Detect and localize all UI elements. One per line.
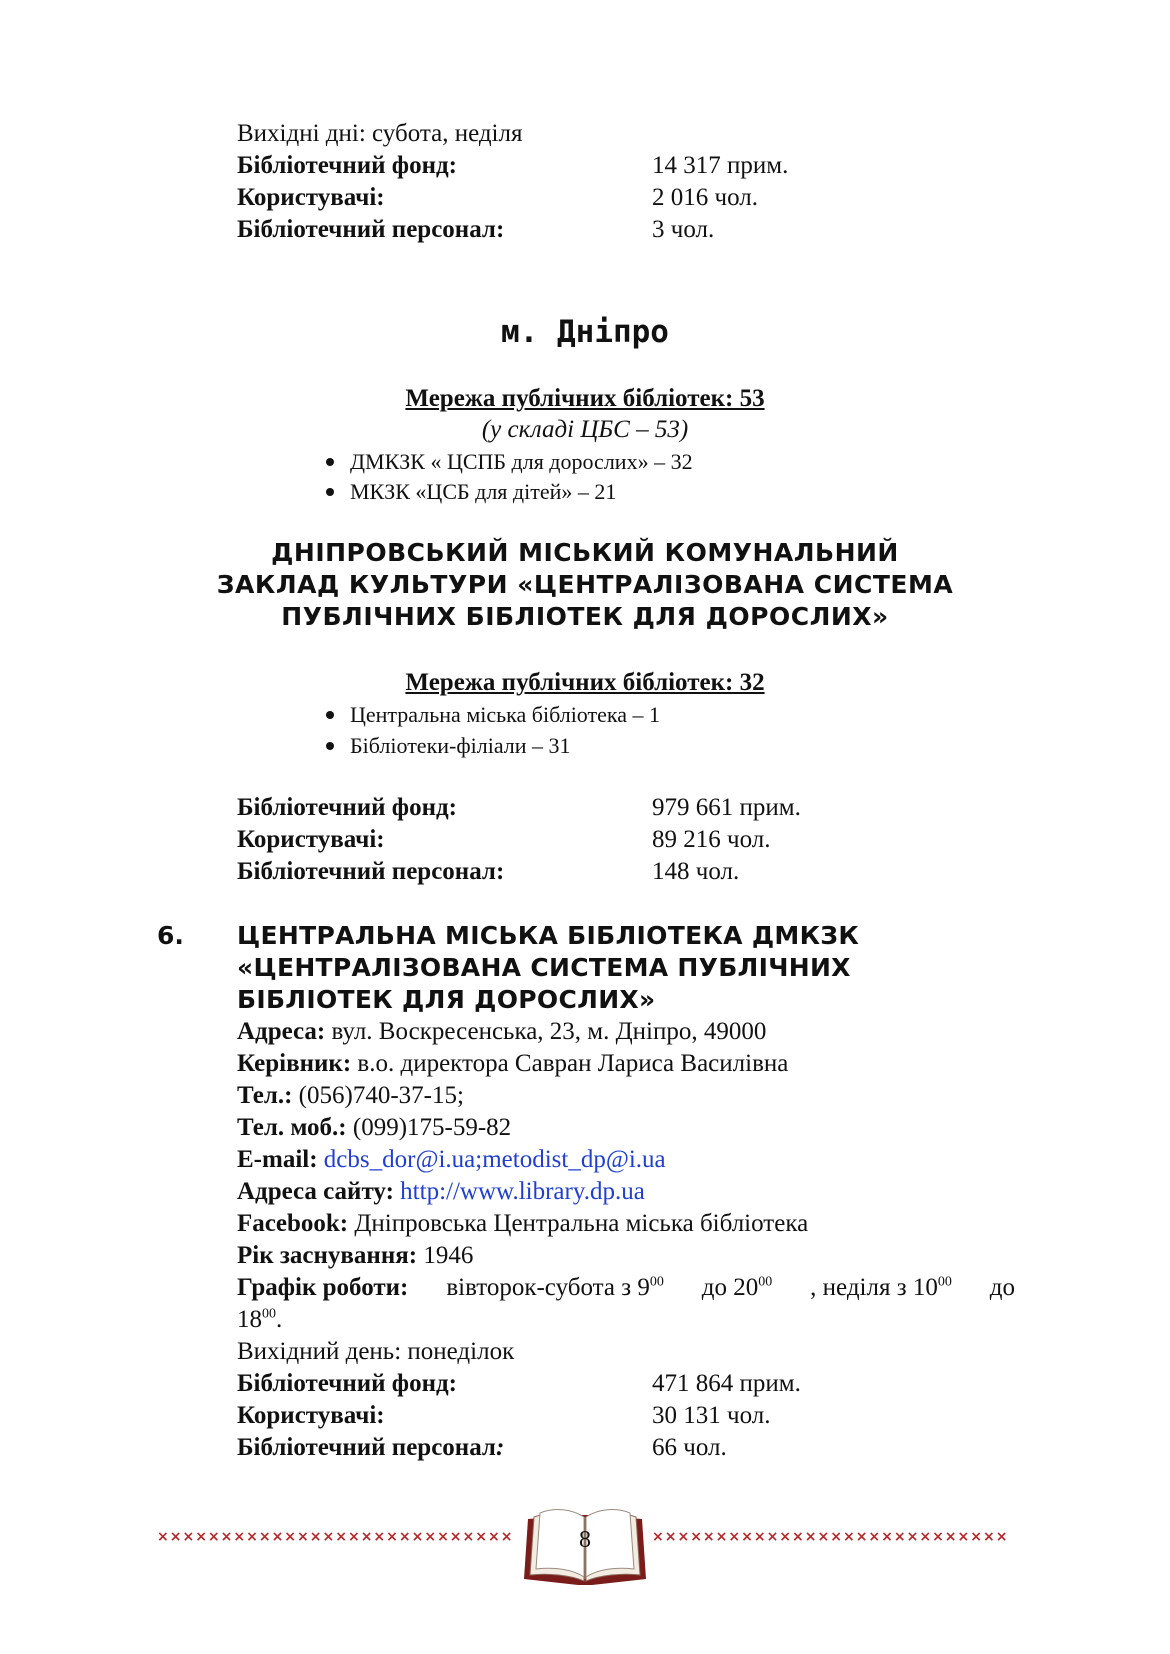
- stat-label-row: [237, 1432, 504, 1464]
- phone-value: (056)740-37-15;: [292, 1082, 464, 1109]
- schedule-row-cont: $18^{00}$.: [237, 1306, 283, 1333]
- schedule-part: до: [989, 1274, 1015, 1301]
- stat-label: Користувачі:: [237, 826, 385, 853]
- list-item: Бібліотеки-філіали – 31: [326, 731, 571, 761]
- city-network-note: (у складі ЦБС – 53): [481, 416, 689, 443]
- system-heading-line: ЗАКЛАД КУЛЬТУРИ «ЦЕНТРАЛІЗОВАНА СИСТЕМА: [216, 570, 954, 599]
- head-value: в.о. директора Савран Лариса Василівна: [351, 1050, 789, 1077]
- system-heading-line: ПУБЛІЧНИХ БІБЛІОТЕК ДЛЯ ДОРОСЛИХ»: [281, 602, 889, 631]
- schedule-label: Графік роботи:: [237, 1274, 409, 1301]
- stat-value: 3 чол.: [652, 216, 715, 243]
- email-label: E-mail:: [237, 1146, 318, 1173]
- stat-value: 471 864 прим.: [652, 1370, 801, 1397]
- stat-label: Користувачі:: [237, 184, 385, 211]
- email-link[interactable]: dcbs_dor@i.ua;metodist_dp@i.ua: [323, 1146, 666, 1173]
- day-off-text: Вихідний день: понеділок: [237, 1338, 515, 1365]
- list-item: ДМКЗК « ЦСПБ для дорослих» – 32: [326, 447, 693, 477]
- mobile-row: [237, 1112, 511, 1144]
- phone-row: [237, 1080, 464, 1112]
- founded-value: 1946: [417, 1242, 474, 1269]
- days-off-text: Вихідні дні: субота, неділя: [237, 120, 523, 147]
- founded-row: [237, 1240, 473, 1272]
- stat-label: Бібліотечний фонд:: [237, 794, 457, 821]
- stat-value: 979 661 прим.: [652, 794, 801, 821]
- city-network-title: Мережа публічних бібліотек: 53: [405, 385, 765, 412]
- stat-value: 89 216 чол.: [652, 826, 771, 853]
- site-link[interactable]: http://www.library.dp.ua: [400, 1178, 645, 1205]
- system-heading-line: ДНІПРОВСЬКИЙ МІСЬКИЙ КОМУНАЛЬНИЙ: [271, 538, 899, 567]
- page-number: 8: [579, 1527, 591, 1553]
- bullet-icon: [326, 488, 334, 496]
- bullet-icon: [326, 711, 334, 719]
- bullet-icon: [326, 458, 334, 466]
- stat-label: Бібліотечний персонал:: [237, 858, 505, 885]
- address-value: вул. Воскресенська, 23, м. Дніпро, 49000: [325, 1018, 767, 1045]
- address-row: [237, 1016, 766, 1048]
- site-label: Адреса сайту:: [237, 1178, 394, 1205]
- facebook-label: Facebook:: [237, 1210, 349, 1237]
- stat-label: Користувачі:: [237, 1402, 385, 1429]
- library-heading-line: «ЦЕНТРАЛІЗОВАНА СИСТЕМА ПУБЛІЧНИХ: [237, 953, 851, 982]
- stat-label-suffix: :: [495, 1434, 505, 1461]
- stat-label: Бібліотечний фонд:: [237, 152, 457, 179]
- site-row: [237, 1176, 645, 1208]
- library-heading-line: БІБЛІОТЕК ДЛЯ ДОРОСЛИХ»: [237, 985, 656, 1014]
- bullet-icon: [326, 742, 334, 750]
- phone-label: Тел.:: [237, 1082, 293, 1109]
- stat-value: 148 чол.: [652, 858, 740, 885]
- schedule-part: , неділя з $10^{00}$: [810, 1274, 952, 1301]
- library-heading-line: ЦЕНТРАЛЬНА МІСЬКА БІБЛІОТЕКА ДМКЗК: [237, 921, 860, 950]
- footer-decor-right: ××××××××××××××××××××××××××××: [652, 1529, 1009, 1545]
- system-network-wrap: [0, 667, 1170, 699]
- schedule-row: [237, 1272, 1015, 1304]
- head-label: Керівник:: [237, 1050, 352, 1077]
- city-network-wrap: [0, 383, 1170, 415]
- founded-label: Рік заснування:: [237, 1242, 418, 1269]
- stat-value: 66 чол.: [652, 1434, 727, 1461]
- address-label: Адреса:: [237, 1018, 326, 1045]
- city-title: м. Дніпро: [501, 314, 669, 350]
- system-network-title: Мережа публічних бібліотек: 32: [405, 669, 765, 696]
- email-row: [237, 1144, 666, 1176]
- schedule-part: до $20^{00}$: [701, 1274, 773, 1301]
- list-item: Центральна міська бібліотека – 1: [326, 700, 660, 730]
- stat-value: 2 016 чол.: [652, 184, 758, 211]
- head-row: [237, 1048, 788, 1080]
- stat-label: Бібліотечний персонал: [237, 1434, 496, 1461]
- stat-value: 14 317 прим.: [652, 152, 789, 179]
- stat-value: 30 131 чол.: [652, 1402, 771, 1429]
- footer-decor-left: ××××××××××××××××××××××××××××: [157, 1529, 514, 1545]
- mobile-label: Тел. моб.:: [237, 1114, 347, 1141]
- section-number: 6.: [157, 921, 184, 950]
- list-item: МКЗК «ЦСБ для дітей» – 21: [326, 477, 616, 507]
- stat-label: Бібліотечний персонал:: [237, 216, 505, 243]
- mobile-value: (099)175-59-82: [346, 1114, 512, 1141]
- facebook-value: Дніпровська Центральна міська бібліотека: [348, 1210, 809, 1237]
- facebook-row: [237, 1208, 808, 1240]
- stat-label: Бібліотечний фонд:: [237, 1370, 457, 1397]
- schedule-part: вівторок-субота з $9^{00}$: [446, 1274, 664, 1301]
